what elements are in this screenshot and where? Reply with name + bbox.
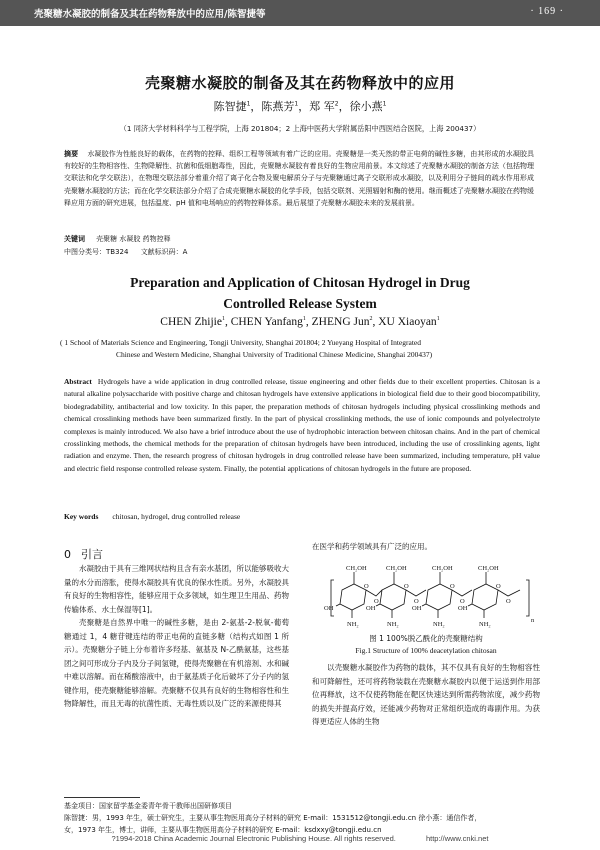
ring-oxygen-label: O xyxy=(496,583,501,590)
cn-author: 郑 军 xyxy=(309,100,335,113)
cn-author-sup: 1 xyxy=(382,100,387,108)
en-author-sup: 1 xyxy=(221,316,225,323)
en-title xyxy=(0,272,600,314)
en-author: CHEN Zhijie xyxy=(160,316,222,328)
en-abstract-label: Abstract xyxy=(64,377,92,386)
body-paragraph: 以壳聚糖水凝胶作为药物的载体，其不仅具有良好的生物相容性和可降解性，还可将药物装载在壳聚糖水凝胶内以便于运送到作用部位再释放，这不仅使药物能在靶区快速达到所需药物浓度，减少药物的损失并提高疗效，还能减少药物对正常组织造成的毒副作用。为获得更适应人体的生物 xyxy=(312,663,540,726)
section-heading xyxy=(64,546,103,562)
en-author: CHEN Yanfang xyxy=(230,316,303,328)
author-footnote-2: 女，1973 年生，博士，讲师，主要从事生物医用高分子材料的研究 E-mail：ksdxxy@tongji.edu.cn xyxy=(64,826,382,834)
en-keywords-text: chitosan, hydrogel, drug controlled release xyxy=(112,512,241,521)
en-keywords-label: Key words xyxy=(64,512,99,521)
en-title-line2: Controlled Release System xyxy=(223,296,377,311)
en-title-line1: Preparation and Application of Chitosan Hydrogel in Drug xyxy=(130,275,470,290)
footnote xyxy=(64,800,544,836)
page-number: · 169 · xyxy=(530,6,564,17)
cn-author-sup: 1 xyxy=(246,100,251,108)
ch2oh-label: CH₂OH xyxy=(478,565,499,572)
right-column xyxy=(312,661,540,729)
ring-oxygen-label: O xyxy=(450,583,455,590)
right-column-top xyxy=(312,540,540,554)
en-author-sup: 1 xyxy=(302,316,306,323)
bridge-oxygen-label: O xyxy=(460,598,465,605)
ch2oh-label: CH₂OH xyxy=(346,565,367,572)
en-keywords xyxy=(64,512,240,521)
en-affiliation-line1: ( 1 School of Materials Science and Engineering, Tongji University, Shanghai 201804; 2 Yueyang Hospital of Integrated xyxy=(60,338,421,347)
cn-author: 陈燕芳 xyxy=(261,100,295,113)
bridge-oxygen-label: O xyxy=(506,598,511,605)
bridge-oxygen-label: O xyxy=(374,598,379,605)
en-author: ZHENG Jun xyxy=(311,316,370,328)
ring-oxygen-label: O xyxy=(364,583,369,590)
en-abstract xyxy=(64,376,540,475)
bridge-oxygen-label: O xyxy=(414,598,419,605)
ch2oh-label: CH₂OH xyxy=(386,565,407,572)
figure-caption-cn: 图 1 100%脱乙酰化的壳聚糖结构 xyxy=(369,634,483,643)
cn-keywords-text: 壳聚糖 水凝胶 药物控释 xyxy=(96,235,171,243)
en-abstract-text: Hydrogels have a wide application in drug controlled release, tissue engineering and other fields due to their excellent properties. Chitosan is a natural alkaline polysaccharide with positive charge and chitosan hydrogels have extensive applications in biological field due to their good biocompatibility, biodegradability, antibacterial and low toxicity. In this paper, the preparation methods of chitosan hydrogels including physical crosslinking methods and chemical crosslinking methods have been summarized firstly. In the part of physical crosslinking methods, the use of ionic compounds and polyelectrolyte complexes is mainly introduced. We also have a brief introduce about the use of hydrophobic interaction between chitosan chains. And in the part of chemical crosslinking methods, the chemical methods for the preparation of chitosan hydrogels have been introduced, including the use of crosslinking agents, light radiation and enzyme. Then, the research progress of chitosan hydrogels in drug controlled release have been summarized, including temperature, pH value and electric field response controlled release system. Finally, the potential applications of chitosan hydrogels in the future are proposed. xyxy=(64,377,540,473)
cn-abstract xyxy=(64,148,534,209)
cn-abstract-text: 水凝胶作为性能良好的载体，在药物的控释、组织工程等领域有着广泛的应用。壳聚糖是一类天然的带正电荷的碱性多糖，由其形成的水凝胶具有较好的生物相容性、生物降解性、抗菌和低细胞毒性，因此，壳聚糖水凝胶有着良好的生物应用前景。本文综述了壳聚糖水凝胶的制备方法（包括物理交联法和化学交联法），在物理交联法部分着重介绍了离子化合物及聚电解质分子与壳聚糖通过离子交联形成水凝胶，以及利用分子链间的疏水作用形成壳聚糖水凝胶的方法；而在化学交联法部分介绍了合成壳聚糖水凝胶的化学手段，包括交联剂、光照辐射和酶的使用。继而概述了壳聚糖水凝胶在药物缓释应用方面的研究进展，包括温度、pH 值和电场响应的药物控释体系。最后展望了壳聚糖水凝胶未来的发展前景。 xyxy=(64,150,535,207)
cn-keywords xyxy=(64,234,171,244)
cn-author-sup: 1 xyxy=(294,100,299,108)
chitosan-structure-figure xyxy=(320,560,540,628)
running-title: 壳聚糖水凝胶的制备及其在药物释放中的应用/陈智捷等 xyxy=(34,9,266,20)
ring-oxygen-label: O xyxy=(404,583,409,590)
nh2-label: NH₂ xyxy=(479,621,491,628)
doc-code: 文献标识码：A xyxy=(140,248,188,256)
nh2-label: NH₂ xyxy=(387,621,399,628)
en-author-sup: 1 xyxy=(436,316,440,323)
cn-authors: 陈智捷$^1$，陈燕芳$^1$，郑 军$^2$，徐小燕$^1$ xyxy=(213,100,387,113)
en-affiliation-line2: Chinese and Western Medicine, Shanghai University of Traditional Chinese Medicine, Shanghai 200437) xyxy=(116,350,433,359)
nh2-label: NH₂ xyxy=(347,621,359,628)
footnote-divider xyxy=(64,797,140,798)
en-author: XU Xiaoyan xyxy=(378,316,437,328)
fund-footnote: 基金项目：国家留学基金委青年骨干教师出国研修项目 xyxy=(64,802,232,810)
en-affiliation xyxy=(60,337,550,361)
cn-classification xyxy=(64,247,197,257)
repeat-n-label: n xyxy=(531,617,535,624)
cn-author: 陈智捷 xyxy=(213,100,247,113)
left-column xyxy=(64,562,289,711)
cn-title: 壳聚糖水凝胶的制备及其在药物释放中的应用 xyxy=(144,74,455,92)
cn-abstract-label: 摘要 xyxy=(64,150,79,158)
cn-author: 徐小燕 xyxy=(349,100,383,113)
body-paragraph: 壳聚糖是自然界中唯一的碱性多糖，是由 2-氨基-2-脱氧-葡萄糖通过 1，4 糖苷键连结的带正电荷的直链多糖（结构式如图 1 所示）。壳聚糖分子链上分布着许多羟基、氨基及 N-乙酰氨基，这些基团之间可形成分子内及分子间氢键，使得壳聚糖在有机溶剂、水和碱中难以溶解。而在稀酸溶液中，由于氨基质子化后破坏了分子内的氢键作用，使壳聚糖能够溶解。壳聚糖不仅具有良好的生物相容性和生物降解性，而且无毒的抗菌性质、无毒性质以及广泛的来源使得其 xyxy=(64,618,289,708)
cn-keywords-label: 关键词 xyxy=(64,235,85,243)
clc-number: 中图分类号：TB324 xyxy=(64,248,129,256)
ch2oh-label: CH₂OH xyxy=(432,565,453,572)
body-paragraph: 在医学和药学领域具有广泛的应用。 xyxy=(312,542,432,551)
nh2-label: NH₂ xyxy=(433,621,445,628)
oh-label: OH xyxy=(366,605,376,612)
cn-affiliation: （1 同济大学材料科学与工程学院，上海 201804；2 上海中医药大学附属岳阳中西医结合医院，上海 200437） xyxy=(119,124,481,133)
en-author-sup: 2 xyxy=(369,316,373,323)
copyright-footer xyxy=(0,834,600,843)
figure-caption-en: Fig.1 Structure of 100% deacetylation chitosan xyxy=(355,646,497,655)
oh-label: OH xyxy=(324,605,334,612)
copyright-text: ?1994-2018 China Academic Journal Electronic Publishing House. All rights reserved. xyxy=(111,834,396,843)
cn-author-sup: 2 xyxy=(334,100,339,108)
author-footnote-1: 陈智捷：男，1993 年生，硕士研究生，主要从事生物医用高分子材料的研究 E-mail：1531512@tongji.edu.cn 徐小燕：通信作者， xyxy=(64,814,482,822)
section-title: 引言 xyxy=(81,548,103,561)
body-paragraph: 水凝胶由于具有三维网状结构且含有亲水基团，所以能够吸收大量的水分而溶胀，使得水凝胶具有优良的保水性质。另外，水凝胶具有良好的生物相容性，能够应用于众多领域，如生理卫生用品、药物传输体系、水土保湿等[1]。 xyxy=(64,564,289,614)
cnki-link[interactable]: http://www.cnki.net xyxy=(425,834,489,843)
running-header xyxy=(0,0,600,26)
en-authors: CHEN Zhijie$^1$, CHEN Yanfang$^1$, ZHENG Jun$^2$, XU Xiaoyan$^1$ xyxy=(160,316,440,328)
oh-label: OH xyxy=(458,605,468,612)
section-number: 0 xyxy=(64,548,71,561)
oh-label: OH xyxy=(412,605,422,612)
